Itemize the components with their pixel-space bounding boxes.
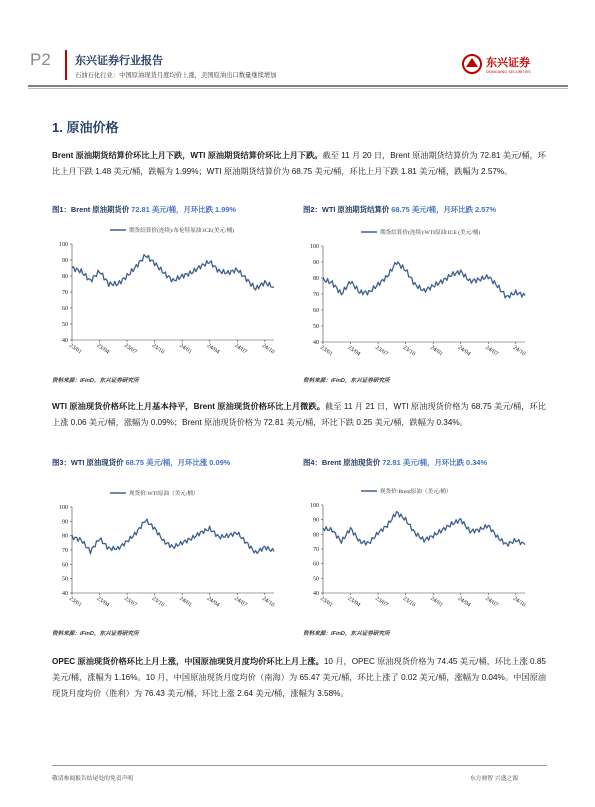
y-tick-label: 60 <box>313 308 319 314</box>
y-tick-label: 80 <box>62 274 68 280</box>
report-subtitle: 石油石化行业：中国原油现货月度均价上涨，美国原油出口数量继续增加 <box>75 72 277 79</box>
x-tick-label: 24/04 <box>456 344 472 358</box>
chart-brent-futures <box>52 220 292 370</box>
x-tick-label: 23/07 <box>373 344 389 358</box>
x-tick-label: 24/07 <box>233 595 248 609</box>
x-tick-label: 24/01 <box>429 344 444 358</box>
footer-rule <box>52 765 547 766</box>
x-tick-label: 23/10 <box>401 595 417 609</box>
y-tick-label: 50 <box>313 576 319 583</box>
footer-disclaimer: 敬请参阅报告结尾处的免责声明 <box>52 776 134 782</box>
header-divider <box>65 50 67 80</box>
x-tick-label: 24/01 <box>178 595 193 609</box>
report-title: 东兴证券行业报告 <box>75 55 163 67</box>
paragraph-3-lead: OPEC 原油现货价格环比上月上涨，中国原油现货月度均价环比上月上涨。 <box>52 657 324 666</box>
brand-logo <box>462 52 562 76</box>
legend-label: 期货结算价(连续):布伦特原油:ICE(美元/桶) <box>129 228 235 234</box>
y-tick-label: 50 <box>62 322 68 328</box>
x-tick-label: 24/10 <box>511 595 527 609</box>
figure-1-title: 图1：Brent 原油期货价 72.81 美元/桶，月环比跌 1.99% <box>52 205 237 214</box>
x-tick-label: 23/07 <box>373 595 389 609</box>
figure-3-source: 资料来源：iFinD，东兴证券研究所 <box>52 631 139 637</box>
x-tick-label: 23/04 <box>346 344 362 358</box>
x-tick-label: 24/07 <box>233 342 248 356</box>
figure-4-source: 资料来源：iFinD，东兴证券研究所 <box>303 631 390 637</box>
paragraph-3-body: 10 月，OPEC 原油现货价格为 74.45 美元/桶，环比上涨 0.85 美元/桶，涨幅为 1.16%。10 月，中国原油现货月度均价（南海）为 65.47 美元/桶，环比上涨了 0.02 美元/桶，涨幅为 0.04%。中国原油现货月度均价（胜利）为 76.43 美元/桶，环比上涨 2.64 美元/桶，涨幅为 3.58%。 <box>52 657 546 698</box>
chart-wti-futures <box>303 222 543 372</box>
section-title: 1. 原油价格 <box>52 120 119 135</box>
legend-label: 现货价:WTI原油（美元/桶） <box>129 491 199 497</box>
paragraph-1-body: 截至 11 月 20 日，Brent 原油期货结算价为 72.81 美元/桶，环比上月下跌 1.48 美元/桶，跌幅为 1.99%；WTI 原油期货结算价为 68.75 美元/桶，环比上月下跌 1.81 美元/桶，跌幅为 2.57%。 <box>52 151 546 176</box>
y-tick-label: 90 <box>313 260 319 266</box>
legend-label: 期货结算价(连续):WTI原油:ICE (美元/桶) <box>380 230 481 236</box>
y-tick-label: 100 <box>59 505 68 511</box>
header-rule-thin <box>28 88 568 89</box>
y-tick-label: 90 <box>62 258 68 264</box>
y-tick-label: 100 <box>310 503 319 509</box>
x-tick-label: 23/01 <box>67 595 83 609</box>
x-tick-label: 23/04 <box>95 342 111 356</box>
y-tick-label: 70 <box>313 292 319 298</box>
y-tick-label: 100 <box>310 244 319 250</box>
chart-wti-spot <box>52 483 292 623</box>
y-tick-label: 40 <box>62 338 68 344</box>
paragraph-3 <box>52 654 546 702</box>
y-tick-label: 70 <box>62 548 68 554</box>
x-tick-label: 23/10 <box>150 342 166 356</box>
brand-logo-icon <box>462 52 562 76</box>
x-tick-label: 23/10 <box>401 344 417 358</box>
x-tick-label: 24/04 <box>205 342 221 356</box>
header-rule <box>28 85 568 87</box>
y-tick-label: 100 <box>59 242 68 248</box>
y-tick-label: 40 <box>313 340 319 346</box>
brand-name: 东兴证券 <box>486 56 530 69</box>
brand-name-en: DONGXING SECURITIES <box>486 69 531 74</box>
x-tick-label: 23/01 <box>318 344 334 358</box>
figure-1-source: 资料来源：iFinD，东兴证券研究所 <box>52 378 139 384</box>
x-tick-label: 24/04 <box>205 595 221 609</box>
x-tick-label: 24/01 <box>178 342 193 356</box>
x-tick-label: 24/10 <box>260 595 276 609</box>
figure-2-source: 资料来源：iFinD，东兴证券研究所 <box>303 378 390 384</box>
paragraph-2-body: 截至 11 月 21 日，WTI 原油现货价格为 68.75 美元/桶，环比上涨 0.06 美元/桶，涨幅为 0.09%；Brent 原油现货价格为 72.81 美元/桶，环比下跌 0.25 美元/桶，跌幅为 0.34%。 <box>52 402 547 427</box>
page-number: P2 <box>30 50 51 69</box>
x-tick-label: 23/07 <box>122 595 138 609</box>
figure-3-title: 图3：WTI 原油现货价 68.75 美元/桶，月环比涨 0.09% <box>52 458 231 467</box>
x-tick-label: 24/10 <box>511 344 527 358</box>
footer-slogan: 东方财智 兴盛之源 <box>470 776 518 782</box>
legend-label: 现货价:Brent原油（美元/桶） <box>380 489 452 495</box>
paragraph-1-lead: Brent 原油期货结算价环比上月下跌，WTI 原油期货结算价环比上月下跌。 <box>52 151 323 160</box>
x-tick-label: 23/04 <box>95 595 111 609</box>
x-tick-label: 24/07 <box>484 595 499 609</box>
series-line <box>323 512 525 547</box>
y-tick-label: 80 <box>62 533 68 540</box>
x-tick-label: 24/07 <box>484 344 499 358</box>
chart-brent-spot <box>303 481 543 623</box>
x-tick-label: 24/01 <box>429 595 444 609</box>
x-tick-label: 24/10 <box>260 342 276 356</box>
y-tick-label: 90 <box>313 517 319 524</box>
y-tick-label: 60 <box>313 561 319 568</box>
series-line <box>72 519 274 554</box>
x-tick-label: 23/07 <box>122 342 138 356</box>
y-tick-label: 80 <box>313 276 319 282</box>
x-tick-label: 23/01 <box>67 342 83 356</box>
y-tick-label: 70 <box>313 547 319 553</box>
y-tick-label: 60 <box>62 562 68 569</box>
figure-2-title: 图2：WTI 原油期货结算价 68.75 美元/桶，月环比跌 2.57% <box>303 205 497 214</box>
y-tick-label: 80 <box>313 532 319 539</box>
y-tick-label: 40 <box>62 591 68 597</box>
y-tick-label: 50 <box>62 576 68 583</box>
x-tick-label: 23/10 <box>150 595 166 609</box>
series-line <box>72 255 274 290</box>
figure-4-title: 图4：Brent 原油现货价 72.81 美元/桶，月环比跌 0.34% <box>303 458 488 467</box>
paragraph-1 <box>52 148 546 180</box>
x-tick-label: 24/04 <box>456 595 472 609</box>
y-tick-label: 70 <box>62 290 68 296</box>
paragraph-2-lead: WTI 原油现货价格环比上月基本持平，Brent 原油现货价格环比上月微跌。 <box>52 402 325 411</box>
y-tick-label: 60 <box>62 306 68 312</box>
x-tick-label: 23/04 <box>346 595 362 609</box>
x-tick-label: 23/01 <box>318 595 334 609</box>
paragraph-2 <box>52 399 546 431</box>
y-tick-label: 50 <box>313 324 319 330</box>
y-tick-label: 40 <box>313 591 319 597</box>
y-tick-label: 90 <box>62 519 68 526</box>
series-line <box>323 262 525 298</box>
